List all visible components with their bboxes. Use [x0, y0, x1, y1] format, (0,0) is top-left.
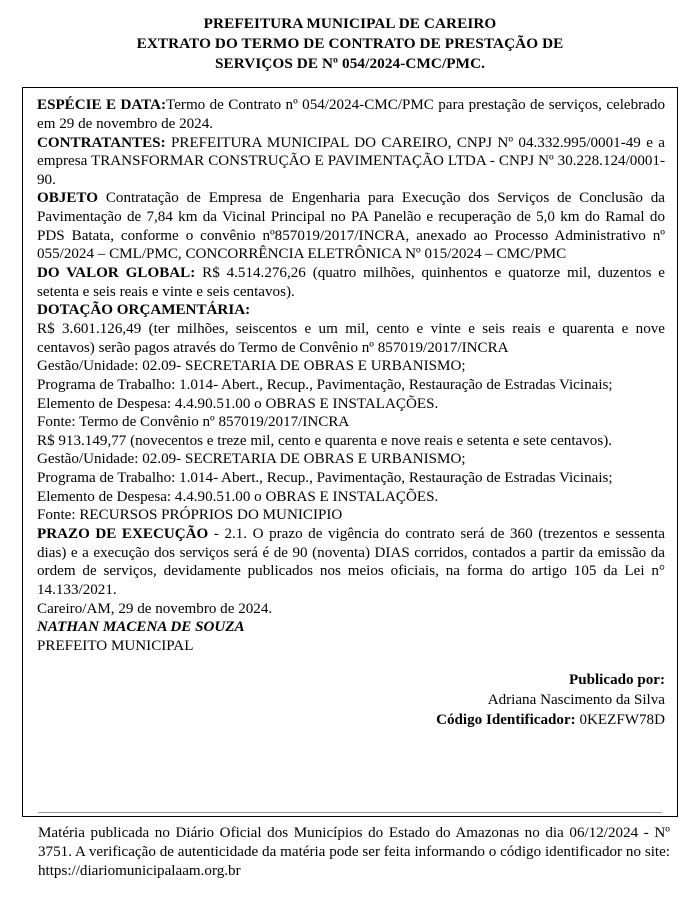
dotacao-line: Fonte: Termo de Convênio nº 857019/2017/INCRA: [37, 414, 350, 431]
contratantes-label: CONTRATANTES:: [37, 134, 166, 151]
identifier-code-line: [37, 711, 665, 731]
contract-extract-box: [22, 87, 678, 817]
dotacao-line: Gestão/Unidade: 02.09- SECRETARIA DE OBRAS E URBANISMO;: [37, 358, 466, 375]
footer-note: Matéria publicada no Diário Oficial dos Municípios do Estado do Amazonas no dia 06/12/2024 - Nº 3751. A verificação de autenticidade da matéria pode ser feita informando o código identificador no site: https://diariomunicipalaam.org.br: [38, 825, 670, 880]
objeto-paragraph: [37, 189, 665, 264]
header-line-2: EXTRATO DO TERMO DE CONTRATO DE PRESTAÇÃO DE: [136, 34, 564, 52]
contract-body: [37, 96, 665, 730]
contratantes-paragraph: [37, 134, 665, 190]
identifier-code-value: 0KEZFW78D: [579, 711, 665, 728]
dotacao-label: DOTAÇÃO ORÇAMENTÁRIA:: [37, 302, 251, 319]
publisher-name: Adriana Nascimento da Silva: [487, 692, 665, 709]
signature-name: NATHAN MACENA DE SOUZA: [37, 619, 245, 636]
prazo-label: PRAZO DE EXECUÇÃO: [37, 525, 209, 542]
prazo-text: - 2.1. O prazo de vigência do contrato será de 360 (trezentos e sessenta dias) e a execução dos serviços será é de 90 (noventa) DIAS corridos, contados a partir da emissão da ordem de serviços, devidamente publicados nos meios oficiais, na forma do artigo 105 da Lei n° 14.133/2021.: [37, 525, 665, 598]
dotacao-line: R$ 913.149,77 (novecentos e treze mil, cento e quarenta e nove reais e setenta e sete centavos).: [37, 432, 613, 449]
valor-global-text: R$ 4.514.276,26 (quatro milhões, quinhentos e quatorze mil, duzentos e setenta e seis reais e vinte e seis centavos).: [37, 265, 665, 300]
dotacao-line: Programa de Trabalho: 1.014- Abert., Recup., Pavimentação, Restauração de Estradas Vicinais;: [37, 470, 613, 487]
header-line-3: SERVIÇOS DE Nº 054/2024-CMC/PMC.: [214, 54, 486, 72]
identifier-code-label: Código Identificador:: [436, 711, 576, 728]
objeto-label: OBJETO: [37, 190, 98, 207]
signature-role: PREFEITO MUNICIPAL: [37, 637, 194, 654]
valor-global-paragraph: [37, 264, 665, 301]
especie-paragraph: [37, 96, 665, 133]
valor-global-label: DO VALOR GLOBAL:: [37, 265, 196, 282]
local-data: Careiro/AM, 29 de novembro de 2024.: [37, 600, 273, 617]
publication-block: [37, 671, 665, 730]
dotacao-line: Gestão/Unidade: 02.09- SECRETARIA DE OBRAS E URBANISMO;: [37, 451, 466, 468]
dotacao-line: R$ 3.601.126,49 (ter milhões, seiscentos e um mil, cento e vinte e seis reais e quarenta e nove centavos) serão pagos através do Termo de Convênio nº 857019/2017/INCRA: [37, 320, 665, 356]
published-by-label: Publicado por:: [568, 672, 665, 689]
dotacao-line: Fonte: RECURSOS PRÓPRIOS DO MUNICIPIO: [37, 507, 343, 524]
objeto-text: Contratação de Empresa de Engenharia para Execução dos Serviços de Conclusão da Pavimentação de 7,84 km da Vicinal Principal no PA Panelão e recuperação de 5,0 km do Ramal do PDS Batata, conforme o convênio nº857019/2017/INCRA, anexado ao Processo Administrativo nº 055/2024 – CML/PMC, CONCORRÊNCIA ELETRÔNICA Nº 015/2024 – CMC/PMC: [37, 190, 665, 263]
document-header: [22, 14, 678, 73]
especie-label: ESPÉCIE E DATA:: [37, 97, 167, 114]
contratantes-text: PREFEITURA MUNICIPAL DO CAREIRO, CNPJ Nº 04.332.995/0001-49 e a empresa TRANSFORMAR CONSTRUÇÃO E PAVIMENTAÇÃO LTDA - CNPJ Nº 30.228.124/0001-90.: [37, 134, 665, 188]
dotacao-line: Elemento de Despesa: 4.4.90.51.00 o OBRAS E INSTALAÇÕES.: [37, 395, 439, 412]
dotacao-line: Elemento de Despesa: 4.4.90.51.00 o OBRAS E INSTALAÇÕES.: [37, 488, 439, 505]
dotacao-line: Programa de Trabalho: 1.014- Abert., Recup., Pavimentação, Restauração de Estradas Vicinais;: [37, 376, 613, 393]
prazo-paragraph: [37, 525, 665, 600]
header-line-1: PREFEITURA MUNICIPAL DE CAREIRO: [203, 15, 497, 32]
footer-divider: [38, 812, 662, 813]
especie-text: Termo de Contrato nº 054/2024-CMC/PMC para prestação de serviços, celebrado em 29 de novembro de 2024.: [37, 97, 665, 132]
